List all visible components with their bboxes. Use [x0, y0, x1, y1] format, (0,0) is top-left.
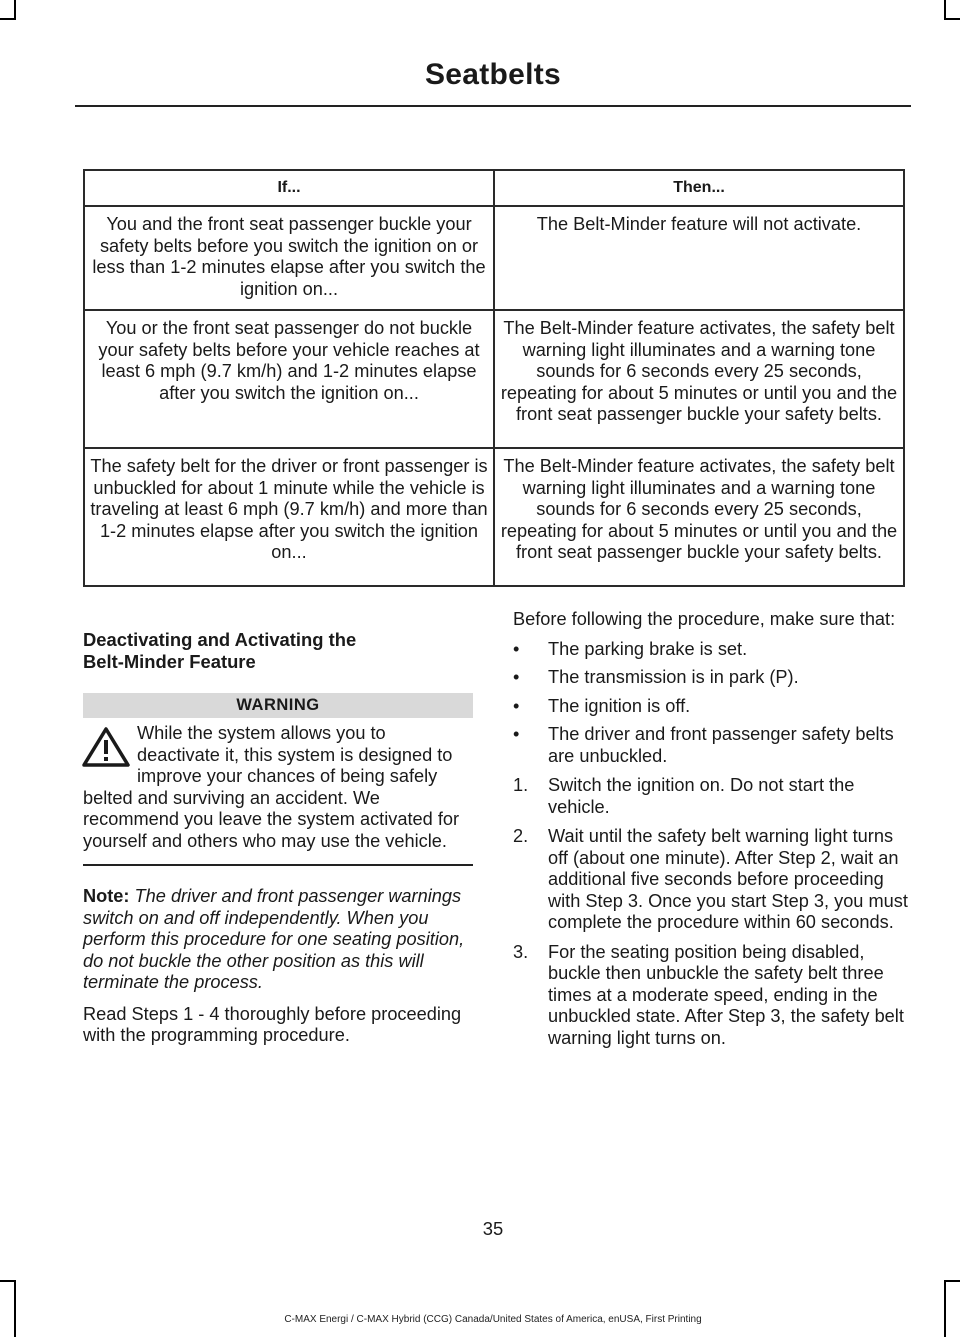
note-label: Note: — [83, 886, 130, 906]
bullet-mark: • — [513, 638, 520, 659]
warning-banner: WARNING — [83, 693, 473, 718]
footer-text: C-MAX Energi / C-MAX Hybrid (CCG) Canada/United States of America, enUSA, First Printing — [284, 1314, 702, 1325]
procedure-intro: Before following the procedure, make sure that: — [513, 609, 896, 629]
crop-mark — [944, 0, 946, 18]
list-item-text: The driver and front passenger safety belts are unbuckled. — [548, 724, 894, 766]
column-header-then: Then... — [494, 170, 904, 206]
table-cell-then: The Belt-Minder feature will not activate. — [494, 206, 904, 310]
list-item-text: The ignition is off. — [548, 695, 691, 716]
list-item — [513, 639, 908, 661]
bullet-mark: • — [513, 695, 520, 716]
step-text: For the seating position being disabled, buckle then unbuckle the safety belt three times at a moderate speed, ending in the unbuckled state. After Step 3, the safety belt warning light turns on. — [548, 941, 904, 1048]
note — [83, 886, 473, 994]
warning-text: While the system allows you to deactivate it, this system is designed to improve your chances of being safely belted and surviving an accident. We recommend you leave the system activated for yourself and others who may use the vehicle. — [83, 723, 460, 851]
list-item — [513, 724, 908, 767]
table-header-row — [84, 170, 904, 206]
header-divider — [75, 105, 911, 107]
step-text: Switch the ignition on. Do not start the vehicle. — [548, 775, 855, 817]
list-item-text: The transmission is in park (P). — [548, 667, 799, 687]
table-row — [84, 448, 904, 586]
read-steps-text: Read Steps 1 - 4 thoroughly before proceeding with the programming procedure. — [83, 1003, 462, 1045]
crop-mark — [0, 1280, 16, 1282]
list-item-text: The parking brake is set. — [548, 638, 748, 659]
step-number: 1. — [513, 775, 529, 795]
section-heading-line: Belt-Minder Feature — [83, 651, 256, 672]
step-item — [513, 942, 908, 1050]
warning-divider — [83, 864, 473, 866]
list-item — [513, 696, 908, 718]
step-number: 2. — [513, 826, 529, 846]
list-item — [513, 667, 908, 689]
belt-minder-table — [83, 169, 905, 587]
page-title: Seatbelts — [424, 58, 562, 91]
crop-mark — [944, 18, 960, 20]
table-row — [84, 310, 904, 448]
section-heading — [83, 629, 473, 673]
crop-mark — [944, 1280, 960, 1282]
step-number: 3. — [513, 941, 529, 962]
bullet-mark: • — [513, 667, 520, 687]
bullet-mark: • — [513, 724, 520, 744]
procedure-steps — [513, 775, 908, 1049]
column-header-if: If... — [84, 170, 494, 206]
right-column — [513, 609, 908, 1057]
note-text: The driver and front passenger warnings switch on and off independently. When you perform this procedure for one seating position, do not buckle the other position as this will terminate the process. — [83, 886, 465, 992]
step-item — [513, 775, 908, 818]
section-heading-line: Deactivating and Activating the — [83, 629, 357, 650]
crop-mark — [14, 1280, 16, 1337]
crop-mark — [0, 18, 16, 20]
crop-mark — [14, 0, 16, 18]
table-cell-then: The Belt-Minder feature activates, the safety belt warning light illuminates and a warning tone sounds for 6 seconds every 25 seconds, repeating for about 5 minutes or until you and the front seat passenger buckle your safety belts. — [494, 448, 904, 586]
warning-box — [83, 723, 473, 852]
warning-triangle-icon — [81, 726, 131, 768]
step-item — [513, 826, 908, 934]
crop-mark — [944, 1280, 946, 1337]
table-cell-if: You or the front seat passenger do not buckle your safety belts before your vehicle reaches at least 6 mph (9.7 km/h) and 1-2 minutes elapse after you switch the ignition on... — [84, 310, 494, 448]
table-cell-then: The Belt-Minder feature activates, the safety belt warning light illuminates and a warning tone sounds for 6 seconds every 25 seconds, repeating for about 5 minutes or until you and the front seat passenger buckle your safety belts. — [494, 310, 904, 448]
left-column — [83, 626, 473, 1047]
precondition-list — [513, 639, 908, 768]
step-text: Wait until the safety belt warning light turns off (about one minute). After Step 2, wait an additional five seconds before proceeding with Step 3. Once you start Step 3, you must complete the procedure within 60 seconds. — [548, 826, 908, 932]
table-cell-if: You and the front seat passenger buckle your safety belts before you switch the ignition on or less than 1-2 minutes elapse after you switch the ignition on... — [84, 206, 494, 310]
table-cell-if: The safety belt for the driver or front passenger is unbuckled for about 1 minute while the vehicle is traveling at least 6 mph (9.7 km/h) and more than 1-2 minutes elapse after you switch the ignition on... — [84, 448, 494, 586]
table-row — [84, 206, 904, 310]
page-number: 35 — [482, 1218, 504, 1239]
